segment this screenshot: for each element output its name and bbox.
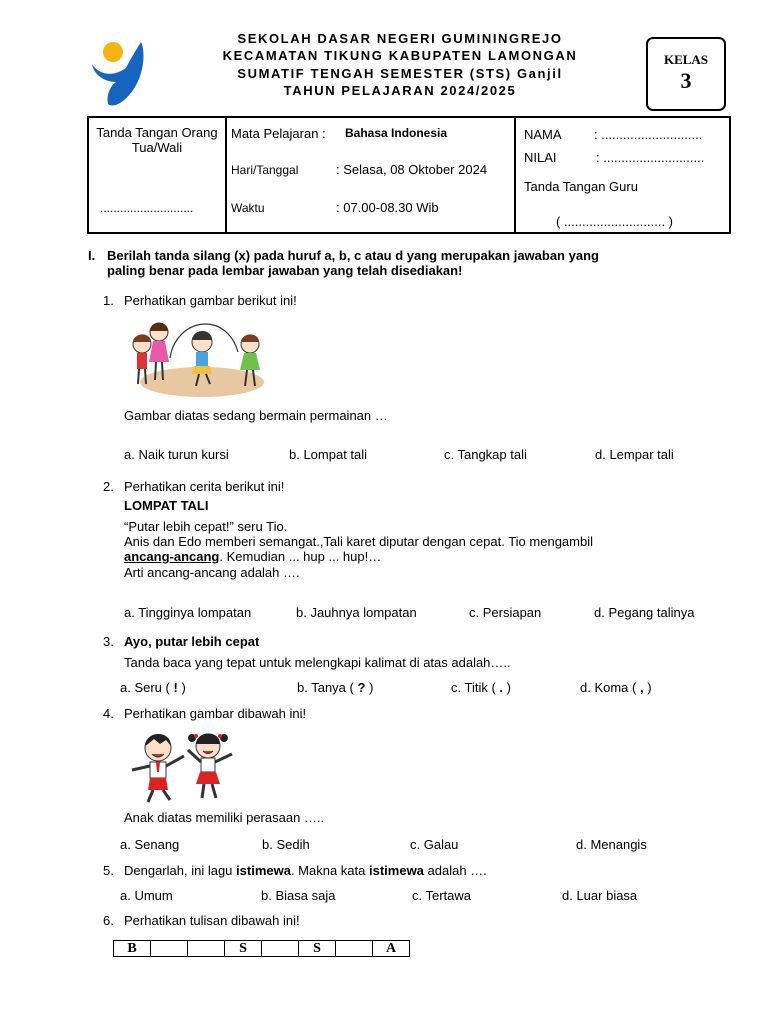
q3-option-b[interactable] — [297, 680, 373, 695]
time-value: : 07.00-08.30 Wib — [336, 200, 439, 215]
q2-question: Arti ancang-ancang adalah …. — [124, 565, 300, 580]
q5-option-c[interactable]: c. Tertawa — [412, 888, 472, 903]
q5-number: 5. — [103, 863, 114, 878]
q3-option-d-label: d. Koma ( — [580, 680, 637, 695]
q2-option-a[interactable]: a. Tingginya lompatan — [124, 605, 252, 620]
school-logo — [86, 38, 148, 108]
q3-option-c-close: ) — [506, 680, 511, 695]
jump-rope-picture — [126, 314, 272, 398]
letter-cell-5 — [262, 941, 299, 957]
teacher-signature-label: Tanda Tangan Guru — [524, 179, 638, 194]
score-label: NILAI — [524, 150, 557, 165]
q4-option-a[interactable]: a. Senang — [120, 837, 180, 852]
q2-story-line3-rest: . Kemudian ... hup ... hup!… — [219, 549, 382, 564]
parent-signature-line: ............................ — [100, 201, 194, 215]
time-label: Waktu — [231, 201, 265, 215]
letter-grid — [113, 940, 410, 957]
q3-option-a-close: ) — [181, 680, 186, 695]
q2-number: 2. — [103, 479, 114, 494]
q2-option-b[interactable]: b. Jauhnya lompatan — [296, 605, 417, 620]
q1-number: 1. — [103, 293, 114, 308]
identity-cell — [514, 118, 731, 232]
q4-option-b[interactable]: b. Sedih — [262, 837, 310, 852]
parent-signature-cell — [89, 118, 227, 232]
q5-keyword-2: istimewa — [369, 863, 424, 878]
letter-cell-6: S — [299, 941, 336, 957]
q3-option-b-label: b. Tanya ( — [297, 680, 354, 695]
q3-option-a-label: a. Seru ( — [120, 680, 170, 695]
q4-text: Perhatikan gambar dibawah ini! — [124, 706, 307, 721]
q2-option-c[interactable]: c. Persiapan — [469, 605, 542, 620]
class-value: 3 — [680, 68, 692, 93]
subject-label: Mata Pelajaran : — [231, 126, 326, 141]
section-instruction-line2: paling benar pada lembar jawaban yang telah disediakan! — [107, 263, 463, 278]
q1-option-b[interactable]: b. Lompat tali — [289, 447, 368, 462]
q3-option-a[interactable] — [120, 680, 186, 695]
q5-option-b[interactable]: b. Biasa saja — [261, 888, 336, 903]
q3-option-b-mark: ? — [357, 680, 366, 695]
q1-option-c[interactable]: c. Tangkap tali — [444, 447, 527, 462]
letter-cell-4: S — [225, 941, 262, 957]
header-exam: SUMATIF TENGAH SEMESTER (STS) Ganjil — [237, 66, 563, 81]
header-year: TAHUN PELAJARAN 2024/2025 — [283, 83, 517, 98]
q5-text-c: . Makna kata — [290, 863, 369, 878]
q3-sentence: Ayo, putar lebih cepat — [124, 634, 260, 649]
class-box — [646, 37, 726, 111]
q5-keyword-1: istimewa — [236, 863, 291, 878]
date-label: Hari/Tanggal — [231, 163, 299, 177]
q5-text — [124, 863, 487, 878]
teacher-signature-line: ( ............................ ) — [556, 214, 674, 229]
q1-option-a[interactable]: a. Naik turun kursi — [124, 447, 229, 462]
q2-story-title: LOMPAT TALI — [124, 498, 209, 513]
q3-option-d-close: ) — [647, 680, 652, 695]
q4-option-c[interactable]: c. Galau — [410, 837, 459, 852]
letter-cell-8: A — [373, 941, 410, 957]
header-school: SEKOLAH DASAR NEGERI GUMININGREJO — [237, 31, 563, 46]
q5-option-d[interactable]: d. Luar biasa — [562, 888, 638, 903]
letter-cell-1: B — [114, 941, 151, 957]
q3-option-c-label: c. Titik ( — [451, 680, 496, 695]
q1-text: Perhatikan gambar berikut ini! — [124, 293, 297, 308]
score-field: : ............................ — [596, 150, 705, 165]
q3-option-c-mark: . — [499, 680, 504, 695]
q6-text: Perhatikan tulisan dibawah ini! — [124, 913, 300, 928]
q2-keyword: ancang-ancang — [124, 549, 220, 564]
name-field: : ............................ — [594, 127, 703, 142]
q3-option-c[interactable] — [451, 680, 511, 695]
q3-text: Tanda baca yang tepat untuk melengkapi kalimat di atas adalah….. — [124, 655, 511, 670]
info-table — [87, 116, 731, 234]
q2-text: Perhatikan cerita berikut ini! — [124, 479, 285, 494]
q6-number: 6. — [103, 913, 114, 928]
name-label: NAMA — [524, 127, 562, 142]
subject-value: Bahasa Indonesia — [345, 126, 448, 140]
q1-prompt: Gambar diatas sedang bermain permainan … — [124, 408, 388, 423]
header-district: KECAMATAN TIKUNG KABUPATEN LAMONGAN — [222, 48, 578, 63]
letter-cell-7 — [336, 941, 373, 957]
q1-option-d[interactable]: d. Lempar tali — [595, 447, 674, 462]
q3-option-d-mark: , — [639, 680, 644, 695]
class-label: KELAS — [663, 52, 709, 67]
letter-cell-3 — [188, 941, 225, 957]
q3-option-a-mark: ! — [173, 680, 178, 695]
q3-option-b-close: ) — [369, 680, 374, 695]
q3-number: 3. — [103, 634, 114, 649]
q5-text-e: adalah …. — [423, 863, 487, 878]
q2-story-line3 — [124, 549, 381, 564]
parent-signature-label: Tanda Tangan Orang Tua/Wali — [96, 125, 218, 155]
q2-option-d[interactable]: d. Pegang talinya — [594, 605, 695, 620]
happy-children-picture — [126, 726, 242, 806]
section-instruction-line1: Berilah tanda silang (x) pada huruf a, b, c atau d yang merupakan jawaban yang — [107, 248, 599, 263]
q2-story-line1: “Putar lebih cepat!” seru Tio. — [124, 519, 288, 534]
section-number: I. — [88, 248, 96, 263]
q4-prompt: Anak diatas memiliki perasaan ….. — [124, 810, 325, 825]
q5-text-a: Dengarlah, ini lagu — [124, 863, 237, 878]
letter-cell-2 — [151, 941, 188, 957]
q4-option-d[interactable]: d. Menangis — [576, 837, 647, 852]
q4-number: 4. — [103, 706, 114, 721]
q2-story-line2: Anis dan Edo memberi semangat.,Tali karet diputar dengan cepat. Tio mengambil — [124, 534, 593, 549]
q5-option-a[interactable]: a. Umum — [120, 888, 173, 903]
q3-option-d[interactable] — [580, 680, 652, 695]
date-value: : Selasa, 08 Oktober 2024 — [336, 162, 488, 177]
